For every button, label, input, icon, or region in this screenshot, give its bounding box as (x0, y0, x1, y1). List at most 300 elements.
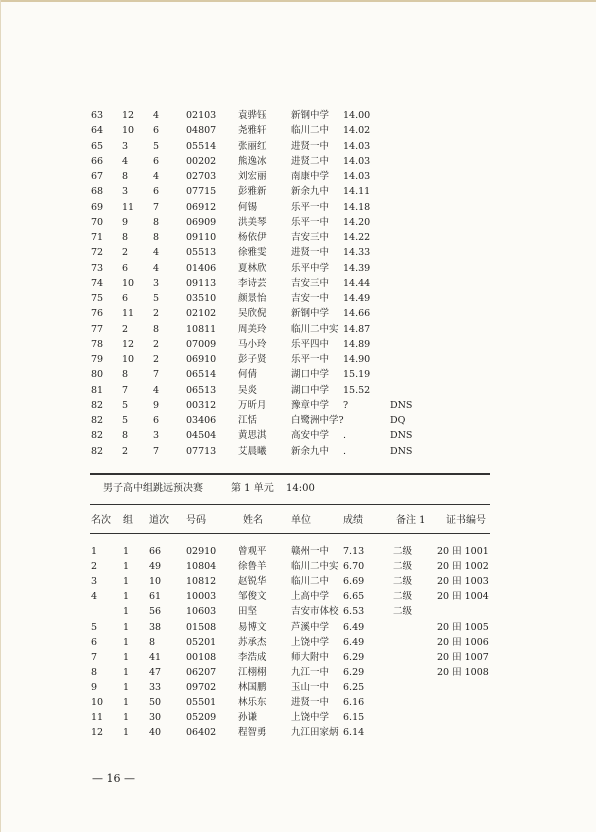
cell-place: 67 (91, 171, 104, 182)
cell-bib: 03406 (186, 415, 217, 426)
cell-group: 1 (123, 546, 130, 557)
cell-result: 6.15 (343, 712, 365, 724)
cell-school: 乐平中学 (291, 262, 330, 274)
cell-name: 徐雅雯 (238, 247, 267, 259)
cell-order: 56 (149, 606, 162, 618)
header-rule-bottom (90, 533, 490, 534)
cell-order: 61 (149, 591, 162, 603)
cell-lane: 8 (153, 216, 160, 228)
cell-place: 10 (91, 697, 104, 708)
cell-result: 6.25 (343, 681, 365, 693)
cell-place: 82 (91, 415, 104, 426)
cell-result: 14.03 (343, 140, 371, 152)
cell-school: 新余九中 (291, 186, 330, 198)
cell-school: 进贤一中 (291, 247, 330, 259)
cell-place: 82 (91, 445, 104, 457)
cell-result: ? (343, 399, 349, 411)
cell-lane: 2 (153, 338, 160, 350)
cell-lane: 4 (153, 262, 160, 274)
cell-school: 临川二中 (291, 576, 330, 588)
cell-name: 林乐东 (238, 697, 267, 708)
header-result: 成绩 (343, 515, 363, 526)
cell-bib: 00108 (186, 651, 217, 663)
table-row (0, 413, 596, 428)
cell-group: 1 (123, 651, 130, 663)
cell-name: 何锡 (238, 201, 258, 213)
cell-name: 艾晨曦 (238, 445, 267, 457)
cell-school: 乐平一中 (291, 201, 330, 213)
cell-school: 上饶中学 (291, 636, 330, 648)
cell-group: 6 (122, 262, 129, 274)
cell-group: 2 (122, 445, 129, 457)
cell-name: 黄思淇 (238, 430, 267, 442)
header-order: 道次 (149, 515, 169, 526)
cell-place: 74 (91, 277, 104, 289)
cell-lane: 7 (153, 201, 160, 213)
cell-name: 易博文 (238, 621, 267, 633)
cell-name: 曾观平 (238, 546, 267, 557)
cell-place: 82 (91, 430, 104, 442)
table-row (0, 139, 596, 154)
cell-school: 临川二中 (291, 125, 330, 137)
table-row (0, 620, 596, 635)
cell-school: 上饶中学 (291, 712, 330, 724)
cell-school: 吉安市体校 (291, 606, 339, 618)
cell-lane: 7 (153, 445, 160, 457)
cell-place: 12 (91, 727, 104, 739)
cell-name: 万昕月 (238, 399, 267, 411)
cell-order: 49 (149, 561, 162, 573)
cell-school: 豫章中学 (291, 399, 330, 411)
cell-name: 邹俊文 (238, 591, 267, 603)
table-row (0, 215, 596, 230)
cell-result: 14.11 (343, 186, 371, 198)
cell-place: 2 (91, 561, 98, 573)
cell-group: 12 (122, 338, 135, 350)
cell-group: 1 (123, 727, 130, 739)
cell-name: 赵锐华 (238, 576, 267, 588)
table-row (0, 398, 596, 413)
cell-result: 14.00 (343, 110, 371, 121)
cell-cert: 20 田 1007 (437, 651, 489, 663)
cell-order: 38 (149, 621, 162, 633)
cell-result: 14.22 (343, 232, 371, 243)
cell-group: 1 (123, 697, 130, 708)
cell-bib: 01508 (186, 621, 217, 633)
cell-place: 79 (91, 354, 104, 365)
cell-group: 9 (122, 216, 129, 228)
cell-bib: 05209 (186, 712, 217, 724)
cell-name: 张丽红 (238, 140, 267, 152)
cell-name: 林国鹏 (238, 681, 267, 693)
cell-lane: 2 (153, 308, 160, 320)
cell-group: 3 (122, 140, 129, 152)
cell-group: 6 (122, 293, 129, 304)
cell-place: 66 (91, 155, 104, 167)
cell-group: 10 (122, 354, 135, 365)
cell-school: 临川二中实 (291, 561, 339, 573)
cell-bib: 07715 (186, 186, 217, 198)
table-row (0, 604, 596, 619)
cell-school: 九江田家炳 (291, 727, 339, 739)
cell-group: 8 (122, 369, 129, 381)
table-row (0, 306, 596, 321)
table-row (0, 169, 596, 184)
cell-school: 师大附中 (291, 651, 330, 663)
header-rule-top (90, 504, 490, 505)
event-time: 14:00 (286, 483, 315, 494)
cell-order: 8 (149, 636, 156, 648)
table-row (0, 276, 596, 291)
cell-order: 30 (149, 712, 162, 724)
table-row (0, 352, 596, 367)
cell-result: 6.65 (343, 591, 365, 603)
cell-result: 14.02 (343, 125, 371, 137)
cell-lane: 5 (153, 293, 160, 304)
cell-place: 1 (91, 546, 98, 557)
cell-cert: 20 田 1006 (437, 636, 489, 648)
cell-note: DNS (390, 430, 413, 442)
cell-bib: 05513 (186, 247, 217, 259)
cell-name: 江恬 (238, 415, 258, 426)
cell-school: 芦溪中学 (291, 621, 330, 633)
table-row (0, 108, 596, 123)
cell-school: 乐平四中 (291, 338, 330, 350)
cell-group: 5 (122, 415, 129, 426)
cell-name: 马小玲 (238, 338, 267, 350)
cell-result: 6.29 (343, 666, 365, 678)
cell-school: 白鹭洲中学? (291, 415, 344, 426)
cell-place: 78 (91, 338, 104, 350)
cell-place: 73 (91, 262, 104, 274)
cell-lane: 2 (153, 354, 160, 365)
cell-name: 杨依伊 (238, 232, 267, 243)
cell-place: 81 (91, 384, 104, 396)
cell-school: 吉安三中 (291, 232, 330, 243)
cell-lane: 6 (153, 125, 160, 137)
event-title: 男子高中组跳远预决赛 (103, 483, 203, 494)
cell-name: 田坚 (238, 606, 258, 618)
cell-name: 何倩 (238, 369, 258, 381)
table-row (0, 154, 596, 169)
cell-bib: 06910 (186, 354, 217, 365)
cell-bib: 10003 (186, 591, 217, 603)
cell-place: 4 (91, 591, 98, 603)
cell-result: 6.69 (343, 576, 365, 588)
cell-order: 47 (149, 666, 162, 678)
cell-school: 乐平一中 (291, 354, 330, 365)
cell-place: 75 (91, 293, 104, 304)
cell-bib: 02910 (186, 546, 217, 557)
cell-school: 湖口中学 (291, 369, 330, 381)
cell-result: 14.20 (343, 216, 371, 228)
table-row (0, 710, 596, 725)
cell-place: 82 (91, 399, 104, 411)
cell-lane: 4 (153, 247, 160, 259)
page-number: — 16 — (92, 772, 135, 785)
cell-bib: 05501 (186, 697, 217, 708)
cell-bib: 02102 (186, 308, 217, 320)
cell-lane: 8 (153, 323, 160, 335)
cell-result: 15.19 (343, 369, 371, 381)
header-place: 名次 (91, 515, 111, 526)
cell-result: 14.66 (343, 308, 371, 320)
cell-bib: 00202 (186, 155, 217, 167)
cell-group: 1 (123, 606, 130, 618)
cell-bib: 06207 (186, 666, 217, 678)
cell-name: 徐鲁羊 (238, 561, 267, 573)
cell-lane: 9 (153, 399, 160, 411)
cell-school: 吉安三中 (291, 277, 330, 289)
table-row (0, 695, 596, 710)
cell-name: 熊逸冰 (238, 155, 267, 167)
cell-result: 14.89 (343, 338, 371, 350)
cell-group: 8 (122, 430, 129, 442)
cell-lane: 5 (153, 140, 160, 152)
cell-name: 彭雅新 (238, 186, 267, 198)
cell-bib: 10812 (186, 576, 217, 588)
cell-order: 10 (149, 576, 162, 588)
cell-bib: 04807 (186, 125, 217, 137)
table-row (0, 680, 596, 695)
cell-bib: 09702 (186, 681, 217, 693)
cell-place: 71 (91, 232, 104, 243)
cell-result: 6.29 (343, 651, 365, 663)
cell-group: 1 (123, 712, 130, 724)
cell-order: 66 (149, 546, 162, 557)
cell-school: 上高中学 (291, 591, 330, 603)
cell-place: 3 (91, 576, 98, 588)
cell-result: 14.44 (343, 277, 371, 289)
cell-result: 6.49 (343, 636, 365, 648)
cell-note: 二级 (393, 546, 413, 557)
header-note: 备注 1 (396, 515, 426, 526)
cell-place: 77 (91, 323, 104, 335)
cell-name: 颜景怡 (238, 293, 267, 304)
cell-bib: 10804 (186, 561, 217, 573)
cell-bib: 07713 (186, 445, 217, 457)
cell-result: 14.33 (343, 247, 371, 259)
cell-lane: 4 (153, 110, 160, 121)
cell-bib: 10811 (186, 323, 217, 335)
cell-bib: 00312 (186, 399, 217, 411)
table-row (0, 650, 596, 665)
cell-note: 二级 (393, 576, 413, 588)
cell-result: 6.14 (343, 727, 365, 739)
cell-lane: 3 (153, 277, 160, 289)
table-row (0, 444, 596, 459)
cell-school: 新余九中 (291, 445, 330, 457)
cell-result: . (343, 430, 347, 442)
cell-group: 3 (122, 186, 129, 198)
cell-group: 1 (123, 681, 130, 693)
table-row (0, 665, 596, 680)
cell-group: 2 (122, 323, 129, 335)
cell-bib: 03510 (186, 293, 217, 304)
cell-order: 50 (149, 697, 162, 708)
cell-bib: 02103 (186, 110, 217, 121)
cell-bib: 05201 (186, 636, 217, 648)
table-row (0, 230, 596, 245)
cell-group: 1 (123, 576, 130, 588)
table-row (0, 725, 596, 740)
cell-lane: 7 (153, 369, 160, 381)
table-row (0, 184, 596, 199)
cell-note: DNS (390, 445, 413, 457)
table-row (0, 559, 596, 574)
cell-name: 李诗芸 (238, 277, 267, 289)
table-row (0, 337, 596, 352)
cell-lane: 8 (153, 232, 160, 243)
cell-result: 6.70 (343, 561, 365, 573)
cell-lane: 6 (153, 415, 160, 426)
cell-result: 6.53 (343, 606, 365, 618)
cell-place: 70 (91, 216, 104, 228)
cell-name: 吴欣倪 (238, 308, 267, 320)
cell-cert: 20 田 1003 (437, 576, 489, 588)
header-group: 组 (123, 515, 133, 526)
cell-school: 乐平一中 (291, 216, 330, 228)
cell-school: 九江一中 (291, 666, 330, 678)
cell-place: 80 (91, 369, 104, 381)
cell-group: 2 (122, 247, 129, 259)
cell-cert: 20 田 1005 (437, 621, 489, 633)
table-row (0, 261, 596, 276)
cell-place: 8 (91, 666, 98, 678)
cell-place: 6 (91, 636, 98, 648)
results-header-row (0, 513, 596, 528)
cell-bib: 07009 (186, 338, 217, 350)
cell-name: 袁骅钰 (238, 110, 267, 121)
cell-group: 5 (122, 399, 129, 411)
cell-name: 尧雅轩 (238, 125, 267, 137)
cell-bib: 05514 (186, 140, 217, 152)
cell-school: 高安中学 (291, 430, 330, 442)
cell-school: 赣州一中 (291, 546, 330, 557)
cell-school: 湖口中学 (291, 384, 330, 396)
table-row (0, 245, 596, 260)
cell-name: 夏林欣 (238, 262, 267, 274)
cell-result: . (343, 445, 347, 457)
cell-school: 进贤一中 (291, 140, 330, 152)
table-row (0, 123, 596, 138)
cell-group: 12 (122, 110, 135, 121)
cell-bib: 10603 (186, 606, 217, 618)
cell-group: 11 (122, 201, 135, 213)
cell-result: 14.49 (343, 293, 371, 304)
cell-school: 新钢中学 (291, 110, 330, 121)
cell-name: 周美玲 (238, 323, 267, 335)
cell-group: 11 (122, 308, 135, 320)
table-row (0, 291, 596, 306)
cell-group: 1 (123, 621, 130, 633)
cell-result: 6.16 (343, 697, 365, 708)
cell-bib: 06514 (186, 369, 217, 381)
cell-place: 63 (91, 110, 104, 121)
cell-school: 南康中学 (291, 171, 330, 182)
table-row (0, 574, 596, 589)
header-school: 单位 (291, 515, 311, 526)
cell-bib: 06909 (186, 216, 217, 228)
cell-group: 1 (123, 636, 130, 648)
cell-lane: 6 (153, 186, 160, 198)
cell-group: 8 (122, 232, 129, 243)
cell-name: 李浩成 (238, 651, 267, 663)
cell-name: 洪美琴 (238, 216, 267, 228)
cell-group: 10 (122, 277, 135, 289)
table-row (0, 635, 596, 650)
cell-result: 14.90 (343, 354, 371, 365)
cell-group: 1 (123, 561, 130, 573)
cell-cert: 20 田 1002 (437, 561, 489, 573)
cell-name: 江栩栩 (238, 666, 267, 678)
cell-bib: 09110 (186, 232, 217, 243)
cell-place: 64 (91, 125, 104, 137)
cell-name: 彭子贤 (238, 354, 267, 365)
cell-lane: 6 (153, 155, 160, 167)
cell-group: 1 (123, 591, 130, 603)
cell-result: 6.49 (343, 621, 365, 633)
cell-note: 二级 (393, 606, 413, 618)
cell-result: 7.13 (343, 546, 365, 557)
cell-bib: 01406 (186, 262, 217, 274)
cell-result: 14.03 (343, 155, 371, 167)
cell-group: 7 (122, 384, 129, 396)
cell-school: 吉安一中 (291, 293, 330, 304)
cell-school: 新钢中学 (291, 308, 330, 320)
cell-lane: 4 (153, 171, 160, 182)
cell-bib: 06402 (186, 727, 217, 739)
cell-name: 孙谦 (238, 712, 258, 724)
cell-result: 15.52 (343, 384, 371, 396)
cell-school: 进贤二中 (291, 155, 330, 167)
cell-lane: 3 (153, 430, 160, 442)
cell-place: 69 (91, 201, 104, 213)
cell-name: 苏承杰 (238, 636, 267, 648)
header-cert: 证书编号 (446, 515, 486, 526)
page-top-border (0, 0, 596, 2)
cell-school: 玉山一中 (291, 681, 330, 693)
cell-school: 进贤一中 (291, 697, 330, 708)
header-name: 姓名 (243, 515, 263, 526)
cell-name: 程智勇 (238, 727, 267, 739)
cell-group: 1 (123, 666, 130, 678)
cell-result: 14.39 (343, 262, 371, 274)
cell-group: 8 (122, 171, 129, 182)
cell-place: 11 (91, 712, 104, 724)
cell-note: DQ (390, 415, 406, 426)
cell-place: 5 (91, 621, 98, 633)
cell-place: 9 (91, 681, 98, 693)
cell-cert: 20 田 1001 (437, 546, 489, 557)
table-row (0, 383, 596, 398)
cell-group: 10 (122, 125, 135, 137)
cell-result: 14.87 (343, 323, 371, 335)
table-row (0, 322, 596, 337)
cell-note: DNS (390, 399, 413, 411)
cell-order: 41 (149, 651, 162, 663)
event-unit: 第 1 单元 (231, 483, 274, 494)
table-row (0, 589, 596, 604)
section-rule-top (90, 473, 490, 475)
cell-group: 4 (122, 155, 129, 167)
cell-place: 68 (91, 186, 104, 198)
cell-order: 40 (149, 727, 162, 739)
cell-note: 二级 (393, 561, 413, 573)
table-row (0, 428, 596, 443)
cell-name: 刘宏丽 (238, 171, 267, 182)
cell-bib: 02703 (186, 171, 217, 182)
